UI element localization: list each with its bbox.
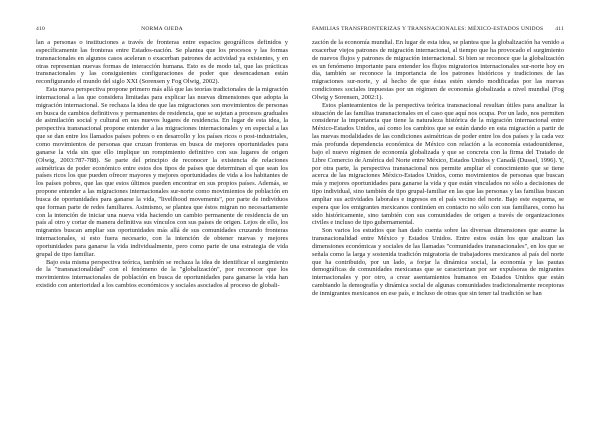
left-paragraph-3: Bajo esta misma perspectiva teórica, también se rechaza la idea de identificar el surgimiento de la "transnacionalidad" con el fenómeno de la "globalización", por reconocer que los movimientos internacionales de población en busca de oportunidades para ganarse la vida han existido con anterioridad a los cambios económicos y sociales asociados al proceso de globali- — [36, 258, 288, 290]
left-running-head: NORMA OJEDA — [141, 26, 183, 32]
right-paragraph-1: zación de la economía mundial. En lugar de esta idea, se plantea que la globalización ha venido a exacerbar viejos patrones de migración internacional, al tiempo que ha provocado el surgimiento de nuevos flujos y patrones de migración internacional. Si bien se reconoce que la globalización es un fenómeno importante para entender los flujos migratorios internacionales sur-norte hoy en día, también se reconoce la importancia de los patrones históricos y tradiciones de las migraciones sur-norte, y al hecho de que éstas estén siendo modificadas por las nuevas condiciones sociales impuestas por un régimen de economía globalizada a nivel mundial (Fog Olwig y Sorensen, 2002:1). — [312, 39, 564, 101]
left-page-number: 410 — [36, 26, 45, 32]
right-paragraph-2: Estos planteamientos de la perspectiva teórica transnacional resultan útiles para analizar la situación de las familias transnacionales en el caso que aquí nos ocupa. Por un lado, nos permiten considerar la importancia que tiene la naturaleza histórica de la migración internacional entre México-Estados Unidos, así como los cambios que se están dando en esta migración a partir de las nuevas modalidades de las condiciones asimétricas de poder entre los dos países y la cada vez más profunda dependencia económica de México con relación a la economía estadounidense, bajo el nuevo régimen de economía globalizada y que se concreta con la firma del Tratado de Libre Comercio de América del Norte entre México, Estados Unidos y Canadá (Dussel, 1996). Y, por otra parte, la perspectiva transnacional nos permite ampliar el conocimiento que se tiene acerca de las migraciones México-Estados Unidos, como movimientos de personas que buscan más y mejores oportunidades para ganarse la vida y que están vinculados no sólo a decisiones de tipo individual, sino también de tipo grupal-familiar en las que las personas y las familias buscan ampliar sus actividades laborales e ingresos en el país vecino del norte. Bajo este esquema, se espera que los emigrantes mexicanos continúen en contacto no sólo con sus familiares, como ha sido históricamente, sino también con sus comunidades de origen a través de organizaciones civiles e incluso de tipo gubernamental. — [312, 101, 564, 227]
left-paragraph-1: lan a personas o instituciones a través de fronteras entre espacios geográficos definidos y específicamente las fronteras entre Estados-nación. Se plantea que los procesos y las formas transnacionales en algunos casos aceleran o exacerban patrones de actividad ya existentes, y en otras representan nuevas formas de interacción humana. Esto es de modo tal, que las prácticas transnacionales y las consiguientes configuraciones de poder que desencadenan están reconfigurando el mundo del siglo XXI (Sorensen y Fog Olwig, 2002). — [36, 39, 288, 86]
left-paragraph-2: Esta nueva perspectiva propone primero más allá que las teorías tradicionales de la migración internacional a las que considera limitadas para explicar las nuevas dimensiones que adopta la migración internacional. Se rechaza la idea de que las migraciones son movimientos de personas en busca de cambios definitivos y permanentes de residencia, que se sujetan a procesos graduales de asimilación social y cultural en sus nuevos lugares de residencia. En lugar de esta idea, la perspectiva transnacional propone entender a las migraciones internacionales y en especial a las que se dan entre los llamados países pobres o en desarrollo y los países ricos o post-industriales, como movimientos de personas que cruzan fronteras en busca de mejores oportunidades para ganarse la vida sin que ello implique un rompimiento definitivo con sus lugares de origen (Olwig, 2003:787-788). Se parte del principio de reconocer la existencia de relaciones asimétricas de poder económico entre estos dos tipos de países que determinan el que sean los países ricos los que pueden ofrecer mayores y mejores oportunidades de vida a los habitantes de los países pobres, que las que estos últimos pueden encontrar en sus propios países. Además, se propone entender a las migraciones internacionales sur-norte como movimientos de población en busca de oportunidades para ganarse la vida, "livelihood movements", por parte de individuos que forman parte de redes familiares. Asimismo, se plantea que éstos migran no necesariamente con la intención de iniciar una nueva vida haciendo un cambio permanente de residencia de un país al otro y cortar de manera definitiva sus vínculos con sus países de origen. Lejos de ello, los migrantes buscan ampliar sus oportunidades más allá de sus comunidades cruzando fronteras internacionales, si esto fuera necesario, con la intención de obtener nuevas y mejores oportunidades para ganarse la vida individualmente, pero como parte de una estrategia de vida grupal de tipo familiar. — [36, 86, 288, 258]
left-page — [0, 0, 296, 431]
right-page-header — [312, 26, 564, 36]
left-page-header — [36, 26, 288, 36]
left-page-body — [36, 39, 288, 290]
right-page-number: 411 — [555, 26, 564, 32]
book-gutter — [296, 0, 304, 431]
right-page — [304, 0, 600, 431]
right-page-body — [312, 39, 564, 298]
right-running-head: FAMILIAS TRANSFRONTERIZAS Y TRANSNACIONALES: MÉXICO-ESTADOS UNIDOS — [312, 26, 544, 32]
right-paragraph-3: Son varios los estudios que han dado cuenta sobre las diversas dimensiones que asume la transnacionalidad entre México y Estados Unidos. Entre estos están los que analizan las dimensiones económicas y sociales de las llamadas "comunidades transnacionales", en los que se señala como la larga y sostenida tradición migratoria de trabajadores mexicanos al país del norte que ha contribuido, por un lado, a forjar la dinámica social, la economía y las pautas demográficas de comunidades mexicanas que se caracterizan por ser expulsoras de migrantes internacionales y por otro, a crear asentamientos humanos en Estados Unidos que están cambiando la demografía y dinámica social de algunas comunidades tradicionalmente receptoras de inmigrantes mexicanos en ese país, e incluso de otras que sin tener tal tradición se han — [312, 227, 564, 297]
